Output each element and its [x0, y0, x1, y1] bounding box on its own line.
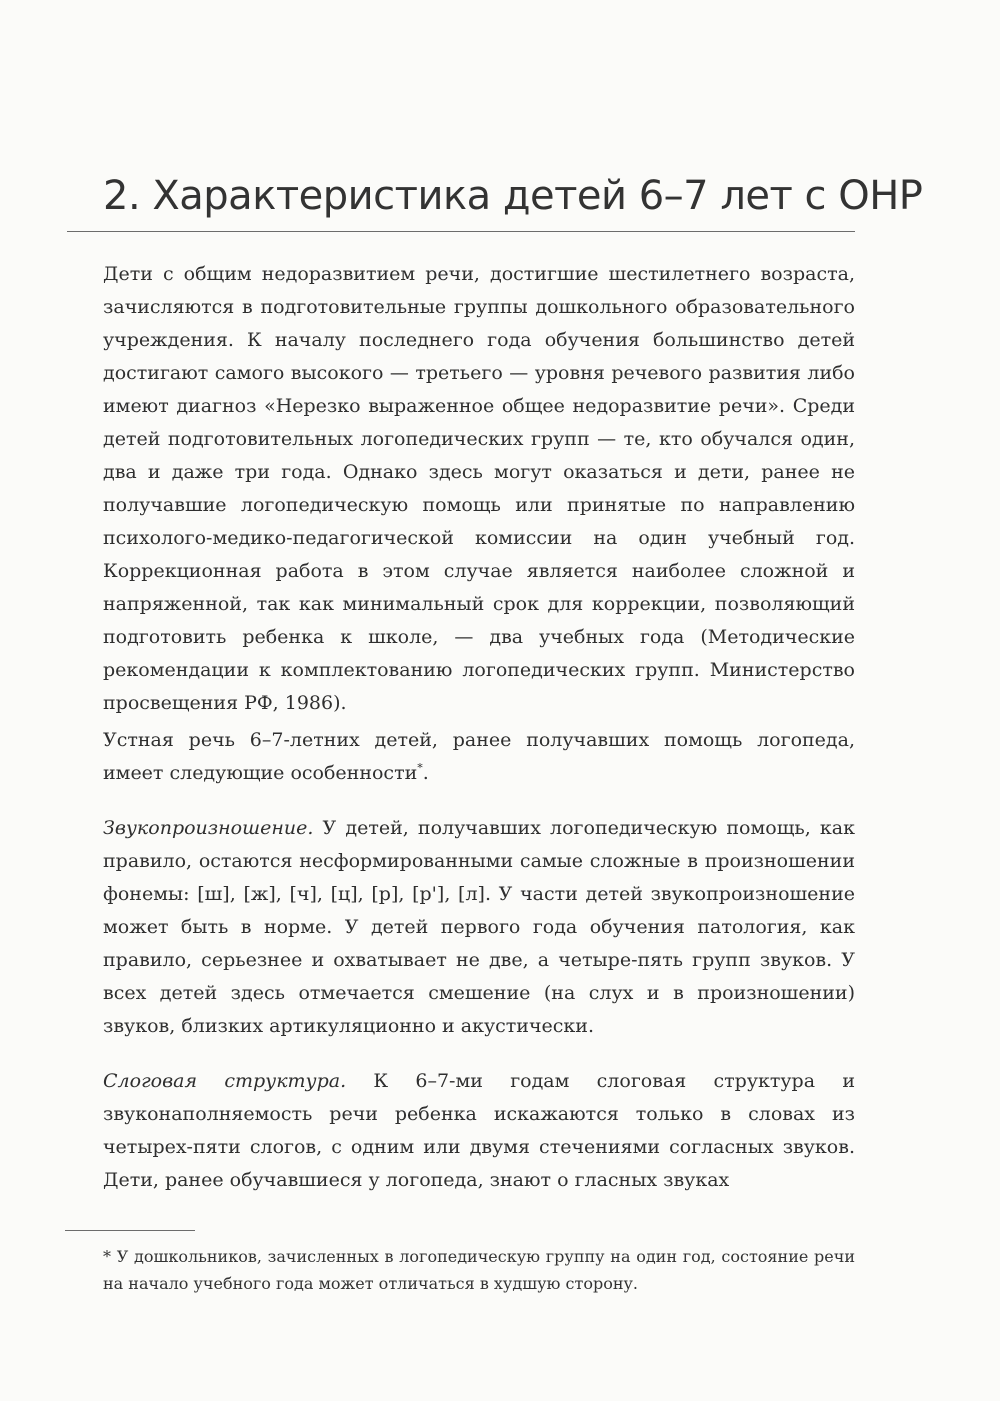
book-page: [103, 168, 923, 1318]
paragraph-text: Дети с общим недоразвитием речи, достигшие шестилетнего возраста, зачисляются в подготовительные группы дошкольного образовательного учреждения. К началу последнего года обучения большинство детей достигают самого высокого — третьего — уровня речевого развития либо имеют диагноз «Нерезко выраженное общее недоразвитие речи». Среди детей подготовительных логопедических групп — те, кто обучался один, два и даже три года. Однако здесь могут оказаться и дети, ранее не получавшие логопедическую помощь или принятые по направлению психолого-медико-педагогической комиссии на один учебный год. Коррекционная работа в этом случае является наиболее сложной и напряженной, так как минимальный срок для коррекции, позволяющий подготовить ребенка к школе, — два учебных года (Методические рекомендации к комплектованию логопедических групп. Министерство просвещения РФ, 1986).: [103, 263, 855, 714]
chapter-title: 2. Характеристика детей 6–7 лет с ОНР: [103, 173, 923, 219]
footnote-reference: *: [417, 761, 423, 775]
footnote: [103, 1243, 855, 1297]
term-sound-pronunciation: Звукопроизношение.: [103, 817, 314, 839]
term-syllable-structure: Слоговая структура.: [103, 1070, 347, 1092]
paragraph-text: Устная речь 6–7-летних детей, ранее получавших помощь логопеда, имеет следующие особенности: [103, 729, 855, 784]
sentence-end: .: [422, 762, 429, 784]
title-divider: [67, 231, 855, 232]
paragraph-syllable-structure: [103, 1065, 855, 1197]
paragraph-text: У детей, получавших логопедическую помощь, как правило, остаются несформированными самые сложные в произношении фонемы: [ш], [ж], [ч], [ц], [р], [р'], [л]. У части детей звукопроизношение может быть в норме. У детей первого года обучения патология, как правило, серьезнее и охватывает не две, а четыре-пять групп звуков. У всех детей здесь отмечается смешение (на слух и в произношении) звуков, близких артикуляционно и акустически.: [103, 817, 855, 1037]
paragraph-intro: [103, 258, 855, 720]
footnote-text: У дошкольников, зачисленных в логопедическую группу на один год, состояние речи на начало учебного года может отличаться в худшую сторону.: [103, 1247, 855, 1293]
footnote-divider: [65, 1230, 195, 1231]
paragraph-sound-pronunciation: [103, 812, 855, 1043]
page-content: [103, 258, 855, 1197]
paragraph-text: К 6–7-ми годам слоговая структура и звуконаполняемость речи ребенка искажаются только в словах из четырех-пяти слогов, с одним или двумя стечениями согласных звуков. Дети, ранее обучавшиеся у логопеда, знают о гласных звуках: [103, 1070, 855, 1191]
footnote-mark: *: [103, 1247, 111, 1266]
paragraph-oral-speech: [103, 724, 855, 790]
